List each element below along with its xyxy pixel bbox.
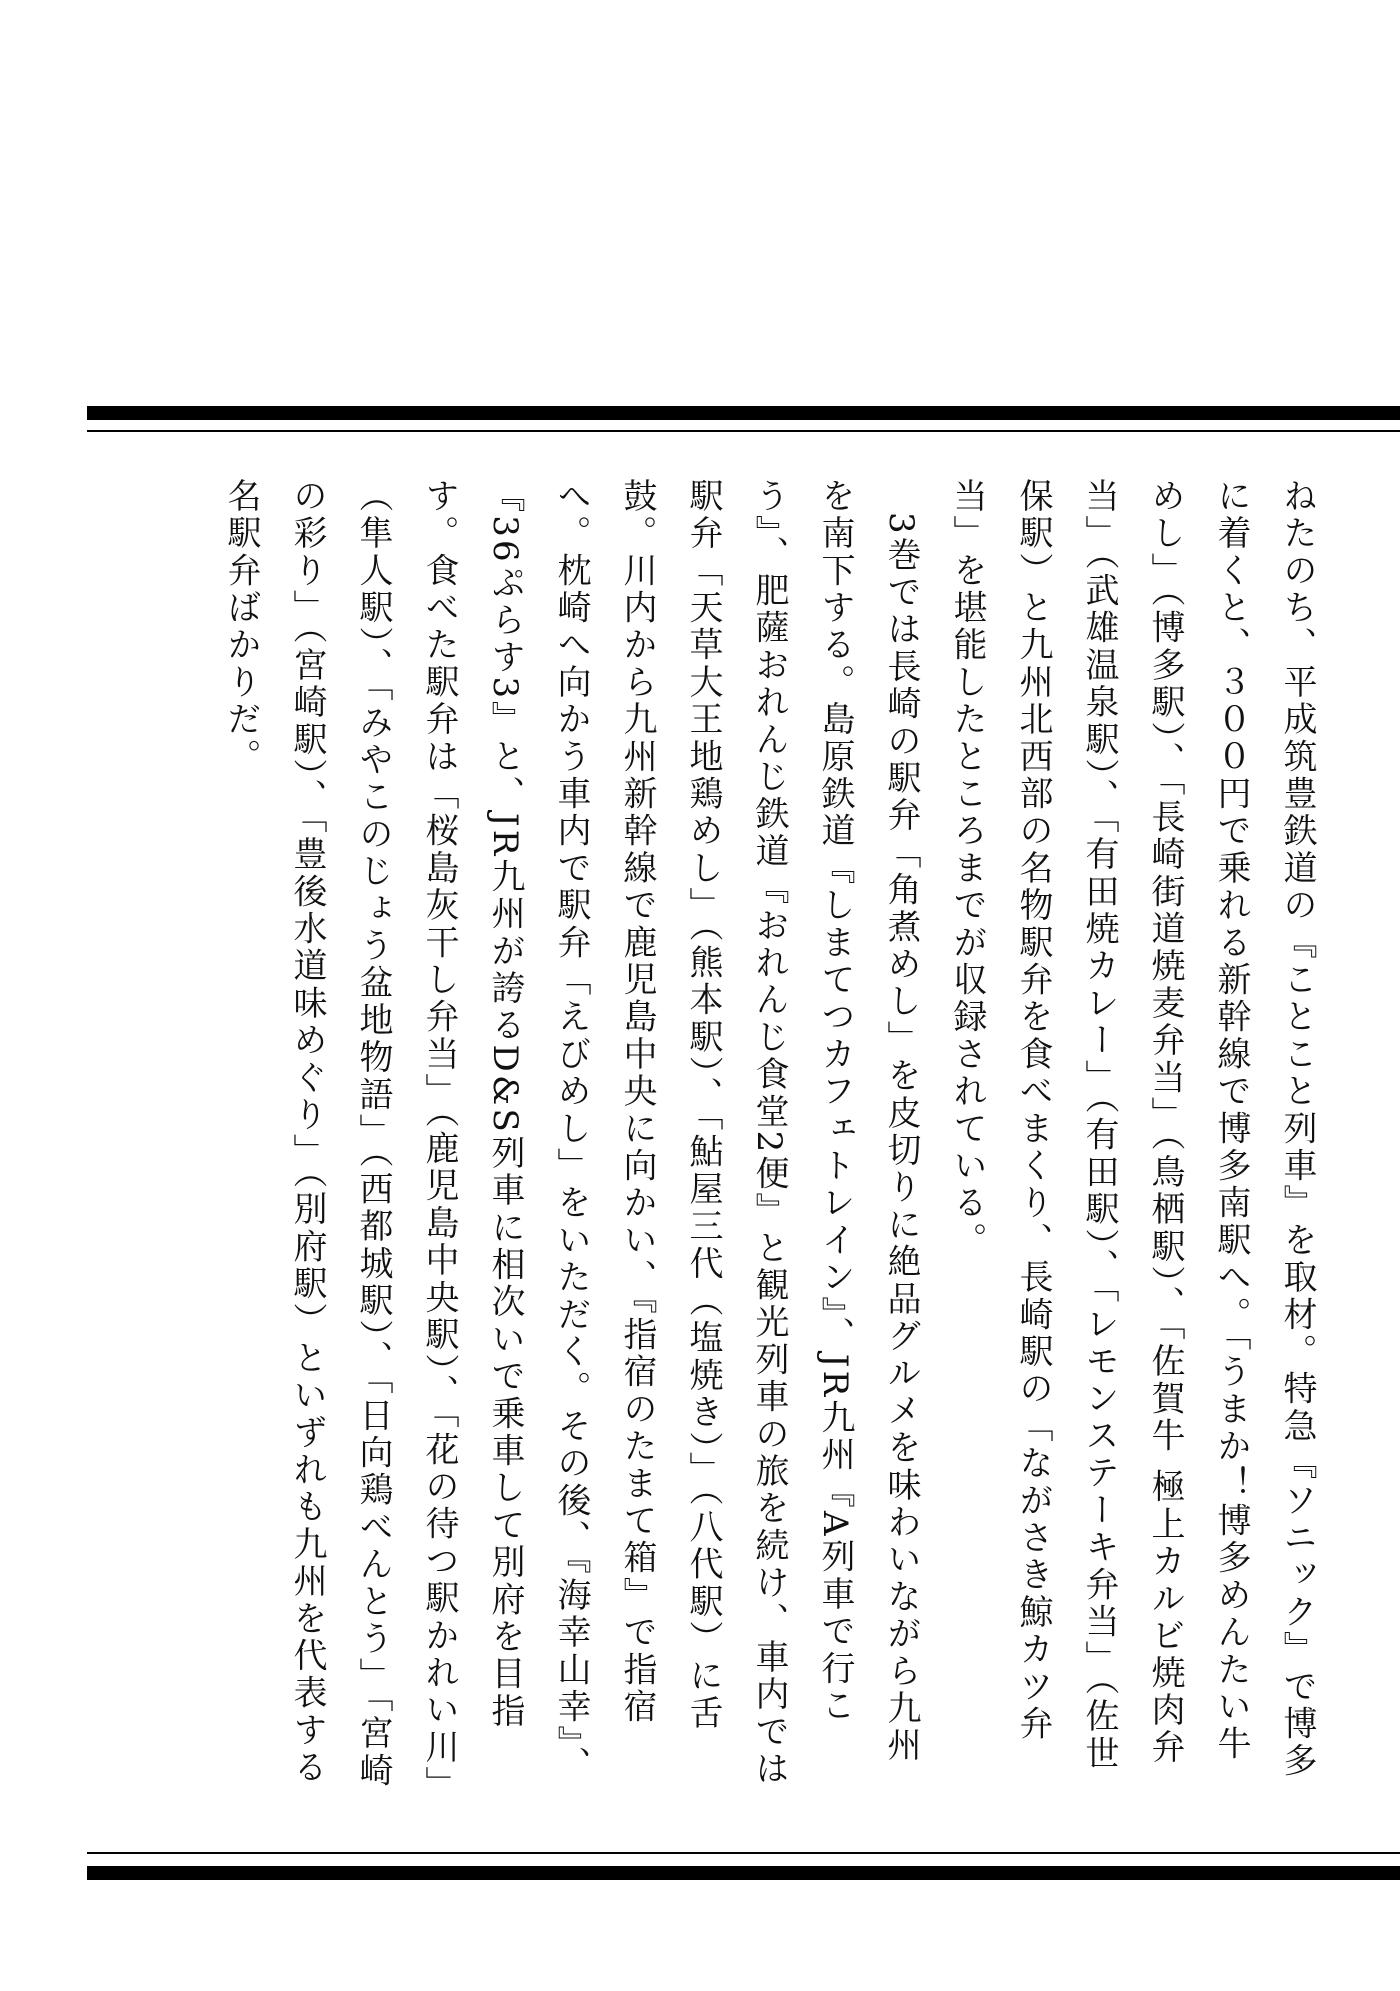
paragraph-volume-3: 3巻では長崎の駅弁「角煮めし」を皮切りに絶品グルメを味わいながら九州を南下する。島原鉄道『しまてつカフェトレイン』、JR九州『A列車で行こう』、肥薩おれんじ鉄道『おれんじ食堂2便』と観光列車の旅を続け、車内では駅弁「天草大王地鶏めし」（熊本駅）、「鮎屋三代（塩焼き）」（八代駅）に舌鼓。川内から九州新幹線で鹿児島中央に向かい、『指宿のたまて箱』で指宿へ。枕崎へ向かう車内で駅弁「えびめし」をいただく。その後、『海幸山幸』、『36ぷらす3』と、JR九州が誇るD&S列車に相次いで乗車して別府を目指す。食べた駅弁は「桜島灰干し弁当」（鹿児島中央駅）、「花の待つ駅かれい川」（隼人駅）、「みやこのじょう盆地物語」（西都城駅）、「日向鶏べんとう」「宮崎の彩り」（宮崎駅）、「豊後水道味めぐり」（別府駅）といずれも九州を代表する名駅弁ばかりだ。: [221, 478, 921, 1790]
top-thick-rule: [87, 406, 1400, 420]
bottom-thin-rule: [87, 1852, 1400, 1854]
bottom-thick-rule: [87, 1866, 1400, 1880]
top-thin-rule: [87, 430, 1400, 432]
article-body: [100, 478, 1330, 1798]
paragraph-continuation: ねたのち、平成筑豊鉄道の『ことこと列車』を取材。特急『ソニック』で博多に着くと、３００円で乗れる新幹線で博多南駅へ。「うまか！博多めんたい牛めし」（博多駅）、「長崎街道焼麦弁当」（鳥栖駅）、「佐賀牛 極上カルビ焼肉弁当」（武雄温泉駅）、「有田焼カレー」（有田駅）、「レモンステーキ弁当」（佐世保駅）と九州北西部の名物駅弁を食べまくり、長崎駅の「ながさき鯨カツ弁当」を堪能したところまでが収録されている。: [947, 478, 1317, 1780]
